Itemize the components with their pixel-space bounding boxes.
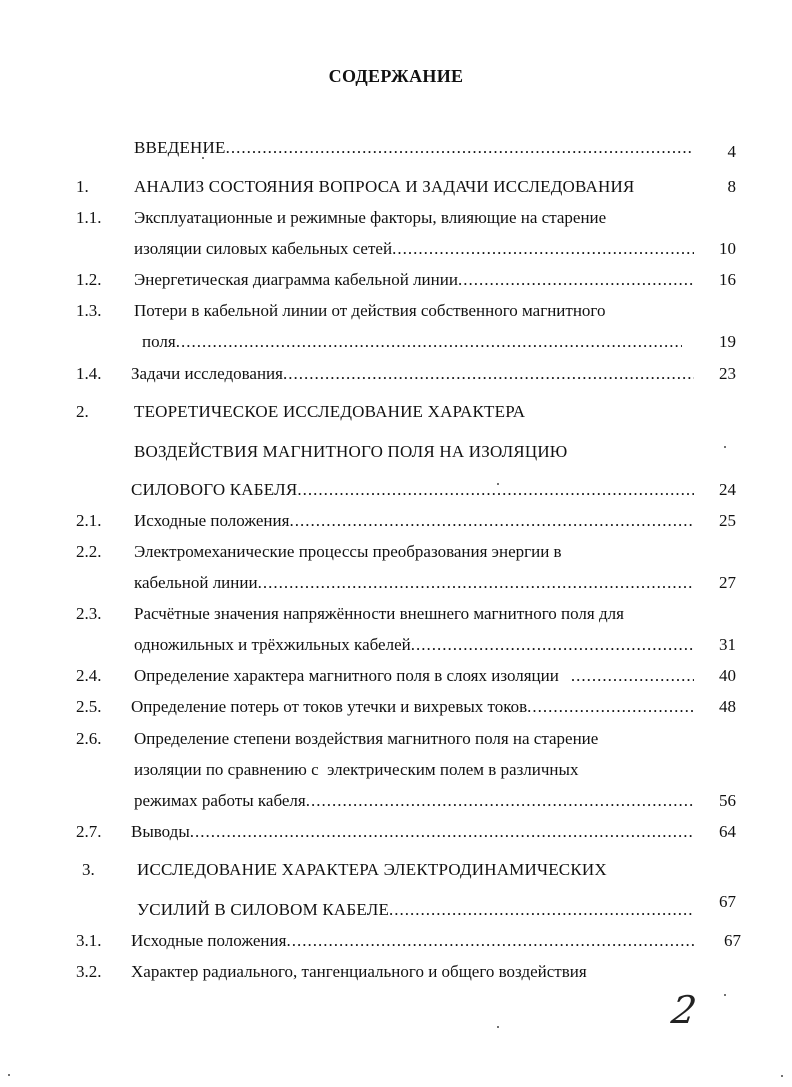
toc-title: поля [142, 332, 176, 351]
scan-speck [8, 1074, 10, 1076]
toc-page-number: 31 [719, 635, 736, 654]
toc-title: Расчётные значения напряжённости внешнего магнитного поля для [134, 604, 624, 623]
dot-leader [283, 362, 694, 386]
toc-title: изоляции по сравнению с электрическим полем в различных [134, 760, 579, 779]
toc-entry-continuation [0, 633, 792, 657]
toc-entry [0, 960, 792, 984]
scan-speck [497, 1026, 499, 1028]
dot-leader [297, 478, 694, 502]
toc-title: Электромеханические процессы преобразования энергии в [134, 542, 562, 561]
toc-page-number: 40 [719, 666, 736, 685]
toc-number: 2.4. [76, 666, 102, 685]
toc-entry [0, 362, 792, 386]
toc-entry [0, 136, 792, 160]
dot-leader [289, 509, 694, 533]
toc-title: кабельной линии [134, 573, 258, 592]
dot-leader [176, 330, 682, 354]
dot-leader [286, 929, 694, 953]
toc-number: 3.2. [76, 962, 102, 981]
toc-number: 3. [82, 860, 95, 879]
toc-title: Задачи исследования [131, 364, 283, 383]
toc-number: 2.1. [76, 511, 102, 530]
toc-entry [0, 206, 792, 230]
toc-entry [0, 602, 792, 626]
toc-entry [0, 695, 792, 719]
dot-leader [392, 237, 694, 261]
toc-number: 2.3. [76, 604, 102, 623]
scan-speck [724, 446, 726, 448]
toc-page-number: 24 [719, 480, 736, 499]
toc-number: 1.4. [76, 364, 102, 383]
toc-page-number: 25 [719, 511, 736, 530]
dot-leader [258, 571, 694, 595]
scan-speck [497, 483, 499, 485]
dot-leader [527, 695, 694, 719]
toc-title: Потери в кабельной линии от действия собственного магнитного [134, 301, 606, 320]
toc-entry [0, 509, 792, 533]
toc-number: 3.1. [76, 931, 102, 950]
toc-page-number: 19 [719, 332, 736, 351]
toc-title: Энергетическая диаграмма кабельной линии [134, 270, 458, 289]
toc-entry-continuation [0, 789, 792, 813]
toc-entry [0, 268, 792, 292]
toc-entry-continuation [0, 478, 792, 502]
toc-entry [0, 664, 792, 688]
toc-title: ВВЕДЕНИЕ [134, 138, 226, 157]
toc-entry-continuation [0, 892, 792, 922]
toc-title: изоляции силовых кабельных сетей [134, 239, 393, 258]
toc-title: ИССЛЕДОВАНИЕ ХАРАКТЕРА ЭЛЕКТРОДИНАМИЧЕСКИХ [137, 860, 607, 879]
toc-number: 2.6. [76, 729, 102, 748]
toc-title: ВОЗДЕЙСТВИЯ МАГНИТНОГО ПОЛЯ НА ИЗОЛЯЦИЮ [134, 442, 568, 461]
toc-title: АНАЛИЗ СОСТОЯНИЯ ВОПРОСА И ЗАДАЧИ ИССЛЕДОВАНИЯ [134, 177, 635, 196]
dot-leader [389, 898, 694, 922]
handwritten-page-number: 2 [668, 988, 700, 1032]
toc-page-number: 4 [727, 142, 736, 161]
toc-number: 2. [76, 402, 89, 421]
toc-page-number: 8 [727, 177, 736, 196]
toc-title: Определение потерь от токов утечки и вихревых токов [131, 697, 528, 716]
toc-number: 1.2. [76, 270, 102, 289]
toc-title: Эксплуатационные и режимные факторы, влияющие на старение [134, 208, 607, 227]
toc-page-number: 48 [719, 697, 736, 716]
toc-title: СИЛОВОГО КАБЕЛЯ [131, 480, 298, 499]
toc-entry [0, 400, 792, 424]
toc-page-number: 64 [719, 822, 736, 841]
toc-number: 2.5. [76, 697, 102, 716]
toc-entry-continuation [0, 758, 792, 782]
toc-title: ТЕОРЕТИЧЕСКОЕ ИССЛЕДОВАНИЕ ХАРАКТЕРА [134, 402, 526, 421]
toc-title: одножильных и трёхжильных кабелей [134, 635, 411, 654]
dot-leader [226, 136, 694, 160]
toc-entry-continuation [0, 330, 792, 354]
toc-entry [0, 175, 792, 199]
toc-number: 1.1. [76, 208, 102, 227]
toc-number: 2.2. [76, 542, 102, 561]
toc-entry-continuation [0, 237, 792, 261]
scan-speck [202, 157, 204, 159]
toc-page-number: 67 [724, 931, 741, 950]
toc-entry [0, 858, 792, 882]
toc-title: УСИЛИЙ В СИЛОВОМ КАБЕЛЕ [137, 900, 390, 919]
dot-leader [306, 789, 694, 813]
toc-entry-continuation [0, 571, 792, 595]
toc-title: Исходные положения [131, 931, 287, 950]
dot-leader [190, 820, 694, 844]
toc-page-number: 67 [719, 892, 736, 911]
toc-entry [0, 727, 792, 751]
toc-title: Характер радиального, тангенциального и общего воздействия [131, 962, 587, 981]
toc-page-number: 23 [719, 364, 736, 383]
toc-page-number: 10 [719, 239, 736, 258]
toc-number: 1. [76, 177, 89, 196]
scan-speck [781, 1075, 783, 1077]
toc-number: 1.3. [76, 301, 102, 320]
toc-title: Исходные положения [134, 511, 290, 530]
scan-speck [724, 994, 726, 996]
toc-entry [0, 299, 792, 323]
toc-title: Определение степени воздействия магнитного поля на старение [134, 729, 599, 748]
page-title: СОДЕРЖАНИЕ [328, 66, 464, 86]
toc-entry [0, 929, 792, 953]
dot-leader [458, 268, 694, 292]
toc-number: 2.7. [76, 822, 102, 841]
toc-title: режимах работы кабеля [134, 791, 306, 810]
toc-title: Выводы [131, 822, 190, 841]
toc-entry-continuation [0, 440, 792, 464]
dot-leader [571, 664, 694, 688]
toc-page-number: 16 [719, 270, 736, 289]
toc-entry [0, 540, 792, 564]
dot-leader [411, 633, 694, 657]
toc-page-number: 56 [719, 791, 736, 810]
toc-page-number: 27 [719, 573, 736, 592]
toc-title: Определение характера магнитного поля в слоях изоляции [134, 666, 559, 685]
toc-entry [0, 820, 792, 844]
